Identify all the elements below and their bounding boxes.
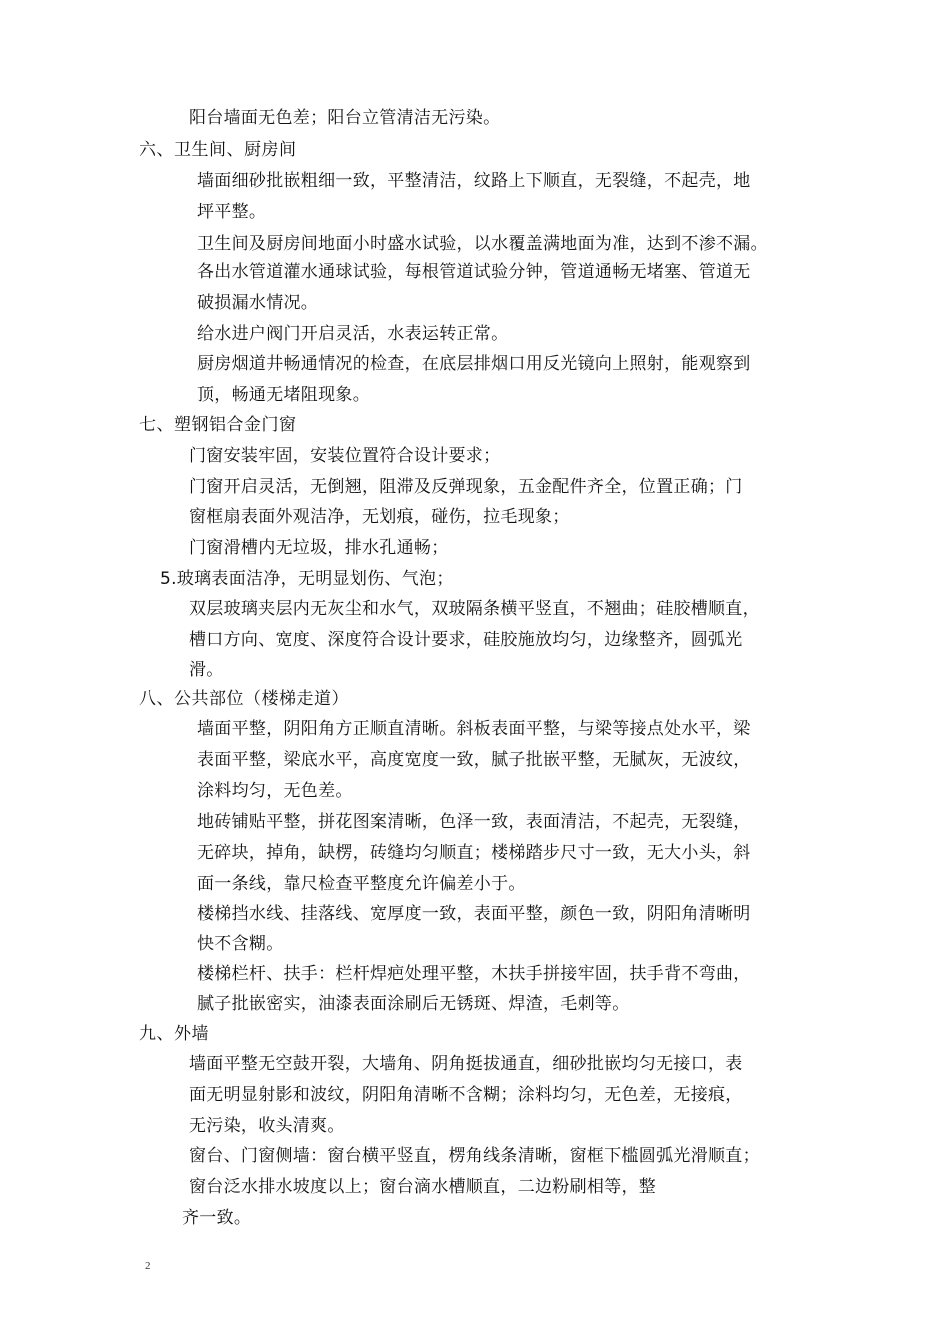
text-line: 无污染，收头清爽。	[189, 1116, 345, 1136]
text-line: 窗框扇表面外观洁净，无划痕，碰伤，拉毛现象；	[189, 507, 570, 527]
page-number: 2	[145, 1260, 151, 1272]
text-line: 槽口方向、宽度、深度符合设计要求，硅胶施放均匀，边缘整齐，圆弧光	[189, 630, 743, 650]
text-line: 顶，畅通无堵阻现象。	[197, 385, 370, 405]
text-line: 阳台墙面无色差；阳台立管清洁无污染。	[189, 108, 501, 128]
text-line: 窗台泛水排水坡度以上；窗台滴水槽顺直，二边粉刷相等，整	[189, 1177, 657, 1197]
text-line: 墙面平整无空鼓开裂，大墙角、阴角挺拔通直，细砂批嵌均匀无接口，表	[189, 1054, 743, 1074]
section-heading: 九、外墙	[139, 1024, 209, 1044]
text-line: 面无明显射影和波纹，阴阳角清晰不含糊；涂料均匀，无色差，无接痕，	[189, 1085, 743, 1105]
text-line: 墙面细砂批嵌粗细一致，平整清洁，纹路上下顺直，无裂缝，不起壳，地	[197, 171, 751, 191]
section-heading: 六、卫生间、厨房间	[139, 140, 297, 160]
text-line: 腻子批嵌密实，油漆表面涂刷后无锈斑、焊渣，毛刺等。	[197, 994, 630, 1014]
text-line: 双层玻璃夹层内无灰尘和水气，双玻隔条横平竖直，不翘曲；硅胶槽顺直，	[189, 599, 760, 619]
text-line: 给水进户阀门开启灵活，水表运转正常。	[197, 324, 509, 344]
text-line: 各出水管道灌水通球试验，每根管道试验分钟，管道通畅无堵塞、管道无	[197, 262, 751, 282]
text-line: 滑。	[189, 660, 224, 680]
text-line: 楼梯栏杆、扶手：栏杆焊疤处理平整，木扶手拼接牢固，扶手背不弯曲，	[197, 964, 751, 984]
text-line: 5.玻璃表面洁净，无明显划伤、气泡；	[160, 569, 454, 589]
text-line: 卫生间及厨房间地面小时盛水试验，以水覆盖满地面为准，达到不渗不漏。	[197, 234, 768, 254]
text-line: 门窗安装牢固，安装位置符合设计要求；	[189, 446, 501, 466]
text-line: 表面平整，梁底水平，高度宽度一致，腻子批嵌平整，无腻灰，无波纹，	[197, 750, 751, 770]
text-line: 门窗开启灵活，无倒翘，阻滞及反弹现象，五金配件齐全，位置正确；门	[189, 477, 743, 497]
text-line: 破损漏水情况。	[197, 293, 319, 313]
text-line: 厨房烟道井畅通情况的检查，在底层排烟口用反光镜向上照射，能观察到	[197, 354, 751, 374]
text-line: 无碎块，掉角，缺楞，砖缝均匀顺直；楼梯踏步尺寸一致，无大小头，斜	[197, 843, 751, 863]
text-line: 墙面平整，阴阳角方正顺直清晰。斜板表面平整，与梁等接点处水平，梁	[197, 719, 751, 739]
text-line: 地砖铺贴平整，拼花图案清晰，色泽一致，表面清洁，不起壳，无裂缝，	[197, 812, 751, 832]
text-line: 快不含糊。	[197, 934, 284, 954]
section-heading: 八、公共部位（楼梯走道）	[139, 689, 349, 709]
text-line: 门窗滑槽内无垃圾，排水孔通畅；	[189, 538, 449, 558]
text-line: 楼梯挡水线、挂落线、宽厚度一致，表面平整，颜色一致，阴阳角清晰明	[197, 904, 751, 924]
text-line: 面一条线，靠尺检查平整度允许偏差小于。	[197, 874, 526, 894]
text-line: 涂料均匀，无色差。	[197, 781, 353, 801]
section-heading: 七、塑钢铝合金门窗	[139, 415, 297, 435]
text-line: 齐一致。	[182, 1208, 252, 1228]
text-line: 窗台、门窗侧墙：窗台横平竖直，楞角线条清晰，窗框下槛圆弧光滑顺直；	[189, 1146, 760, 1166]
text-line: 坪平整。	[197, 202, 267, 222]
